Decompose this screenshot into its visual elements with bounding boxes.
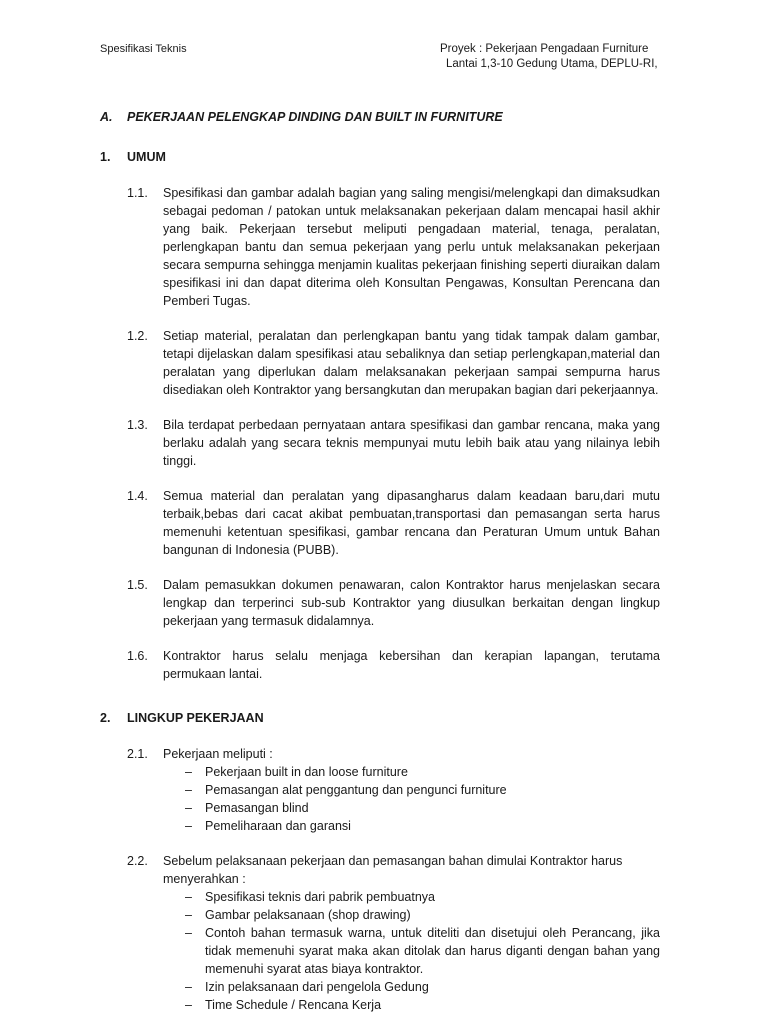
section-2-label: 2. <box>100 711 111 725</box>
clause-1-5-number: 1.5. <box>127 578 148 592</box>
clause-2-1 <box>100 745 660 835</box>
clause-1-3-number: 1.3. <box>127 418 148 432</box>
header-right-block <box>440 42 658 72</box>
dash-bullet-icon: – <box>185 998 192 1012</box>
clause-2-2-number: 2.2. <box>127 854 148 868</box>
dash-bullet-icon: – <box>185 908 192 922</box>
clause-2-1-list <box>163 763 660 835</box>
list-item <box>163 781 660 799</box>
section-1-title: UMUM <box>127 150 166 164</box>
clause-1-2-number: 1.2. <box>127 329 148 343</box>
list-item <box>163 996 660 1014</box>
clause-1-1 <box>100 184 660 310</box>
clause-1-2 <box>100 327 660 399</box>
clause-1-2-text: Setiap material, peralatan dan perlengkapan bantu yang tidak tampak dalam gambar, tetapi dijelaskan dalam spesifikasi atau sebaliknya dan setiap perlengkapan,material dan peralatan yang diperlukan dalam melaksanakan pekerjaan sampai sempurna harus disediakan oleh Kontraktor yang bersangkutan dan merupakan bagian dari pekerjaannya. <box>163 329 660 397</box>
section-heading-umum <box>100 148 660 166</box>
clause-1-4 <box>100 487 660 559</box>
clause-1-6-text: Kontraktor harus selalu menjaga kebersihan dan kerapian lapangan, terutama permukaan lantai. <box>163 649 660 681</box>
list-item-text: Pemasangan blind <box>205 801 309 815</box>
clause-1-5 <box>100 576 660 630</box>
clause-1-4-number: 1.4. <box>127 489 148 503</box>
dash-bullet-icon: – <box>185 980 192 994</box>
clause-2-2-list <box>163 888 660 1014</box>
section-heading-lingkup-pekerjaan <box>100 709 660 727</box>
page-title-text: PEKERJAAN PELENGKAP DINDING DAN BUILT IN FURNITURE <box>127 110 503 124</box>
page-title <box>100 108 660 126</box>
dash-bullet-icon: – <box>185 765 192 779</box>
clause-2-2-block <box>163 852 660 1014</box>
page-title-label: A. <box>100 110 113 124</box>
dash-bullet-icon: – <box>185 801 192 815</box>
header-location-line: Lantai 1,3-10 Gedung Utama, DEPLU-RI, <box>446 58 658 70</box>
list-item <box>163 888 660 906</box>
list-item-text: Pemeliharaan dan garansi <box>205 819 351 833</box>
section-2-title: LINGKUP PEKERJAAN <box>127 711 264 725</box>
list-item-text: Gambar pelaksanaan (shop drawing) <box>205 908 411 922</box>
list-item-text: Pemasangan alat penggantung dan pengunci furniture <box>205 783 507 797</box>
clause-1-1-text: Spesifikasi dan gambar adalah bagian yang saling mengisi/melengkapi dan dimaksudkan sebagai pedoman / patokan untuk melaksanakan pekerjaan dalam mencapai hasil akhir yang baik. Pekerjaan tersebut meliputi pengadaan material, tenaga, peralatan, perlengkapan bantu dan semua pekerjaan yang perlu untuk melaksanakan pekerjaan secara sempurna sehingga menjamin kualitas pekerjaan finishing seperti diuraikan dalam spesifikasi ini dan dapat diterima oleh Konsultan Pengawas, Konsultan Perencana dan Pemberi Tugas. <box>163 186 660 308</box>
document-body <box>100 108 660 1024</box>
clause-1-6-number: 1.6. <box>127 649 148 663</box>
section-1-label: 1. <box>100 150 111 164</box>
clause-1-5-text: Dalam pemasukkan dokumen penawaran, calon Kontraktor harus menjelaskan secara lengkap dan terperinci sub-sub Kontraktor yang diusulkan berkaitan dengan lingkup pekerjaan yang termasuk didalamnya. <box>163 578 660 628</box>
dash-bullet-icon: – <box>185 890 192 904</box>
list-item <box>163 906 660 924</box>
list-item <box>163 817 660 835</box>
list-item-text: Spesifikasi teknis dari pabrik pembuatnya <box>205 890 435 904</box>
clause-1-3 <box>100 416 660 470</box>
clause-1-1-number: 1.1. <box>127 186 148 200</box>
list-item-text: Izin pelaksanaan dari pengelola Gedung <box>205 980 429 994</box>
document-header <box>100 42 668 76</box>
list-item-text: Pekerjaan built in dan loose furniture <box>205 765 408 779</box>
list-item <box>163 763 660 781</box>
list-item-text: Time Schedule / Rencana Kerja <box>205 998 382 1012</box>
clause-1-6 <box>100 647 660 683</box>
clause-2-1-block <box>163 745 660 835</box>
clause-2-2-lead: Sebelum pelaksanaan pekerjaan dan pemasangan bahan dimulai Kontraktor harus menyerahkan : <box>163 854 623 886</box>
clause-2-1-lead: Pekerjaan meliputi : <box>163 747 273 761</box>
list-item <box>163 799 660 817</box>
dash-bullet-icon: – <box>185 783 192 797</box>
dash-bullet-icon: – <box>185 819 192 833</box>
clause-2-1-number: 2.1. <box>127 747 148 761</box>
list-item <box>163 924 660 978</box>
list-item-text: Contoh bahan termasuk warna, untuk diteliti dan disetujui oleh Perancang, jika tidak memenuhi syarat maka akan ditolak dan harus diganti dengan bahan yang memenuhi syarat atas biaya kontraktor. <box>205 926 660 976</box>
dash-bullet-icon: – <box>185 926 192 940</box>
header-project-line: Proyek : Pekerjaan Pengadaan Furniture <box>440 43 649 55</box>
list-item <box>163 978 660 996</box>
clause-2-2 <box>100 852 660 1014</box>
header-left-text: Spesifikasi Teknis <box>100 43 187 55</box>
clause-1-4-text: Semua material dan peralatan yang dipasangharus dalam keadaan baru,dari mutu terbaik,bebas dari cacat akibat pembuatan,transportasi dan pemasangan serta harus memenuhi ketentuan spesifikasi, gambar rencana dan Peraturan Umum untuk Bahan bangunan di Indonesia (PUBB). <box>163 489 660 557</box>
clause-1-3-text: Bila terdapat perbedaan pernyataan antara spesifikasi dan gambar rencana, maka yang berlaku adalah yang secara teknis mempunyai mutu lebih baik atau yang nilainya lebih tinggi. <box>163 418 660 468</box>
